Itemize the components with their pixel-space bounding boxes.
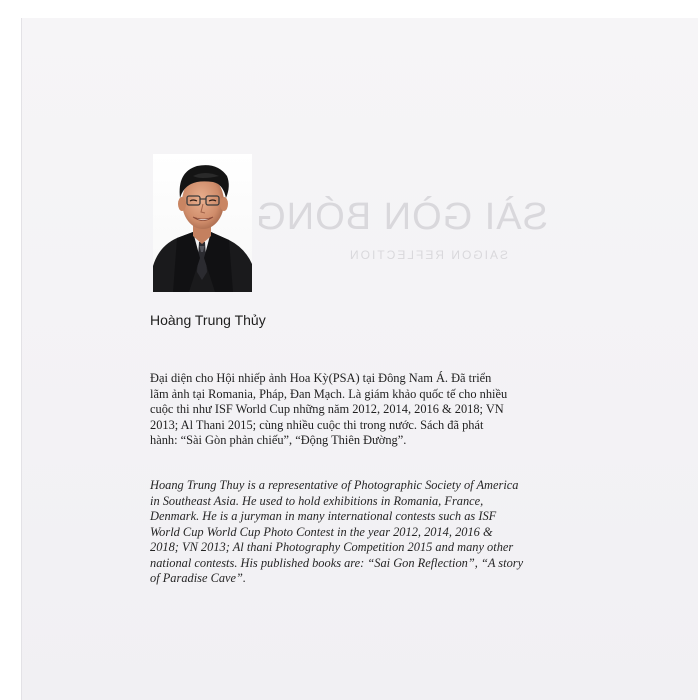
bio-vi-line: lãm ảnh tại Romania, Pháp, Đan Mạch. Là giám khảo quốc tế cho nhiều: [150, 386, 508, 401]
portrait-photo-icon: [153, 154, 252, 292]
bio-vi-line: cuộc thi như ISF World Cup những năm 2012, 2014, 2016 & 2018; VN: [150, 402, 504, 416]
show-through-title: [255, 196, 548, 316]
author-name: Hoàng Trung Thủy: [150, 312, 266, 328]
bio-en-line: World Cup World Cup Photo Contest in the year 2012, 2014, 2016 &: [150, 524, 493, 539]
bio-vietnamese: [150, 371, 530, 449]
show-through-title-text: SÀI GÒN BÓNG: [255, 196, 548, 238]
bio-english: [150, 478, 530, 587]
bio-en-line: Denmark. He is a juryman in many international contests such as ISF: [150, 509, 497, 523]
author-portrait: [153, 154, 252, 292]
show-through-subtitle-text: SAIGON REFLECTION: [347, 248, 508, 262]
bio-en-line: national contests. His published books are: “Sai Gon Reflection”, “A story: [150, 555, 524, 570]
bio-en-line: Hoang Trung Thuy is a representative of Photographic Society of America: [150, 478, 519, 492]
bio-vi-line: 2013; Al Thani 2015; cùng nhiều cuộc thi trong nước. Sách đã phát: [150, 417, 484, 432]
bio-en-line: 2018; VN 2013; Al thani Photography Competition 2015 and many other: [150, 540, 514, 554]
bio-en-line: in Southeast Asia. He used to hold exhibitions in Romania, France,: [150, 493, 484, 508]
bio-en-line: of Paradise Cave”.: [150, 571, 247, 585]
book-page: [22, 18, 698, 700]
bio-vi-line: hành: “Sài Gòn phản chiếu”, “Động Thiên Đường”.: [150, 433, 407, 447]
bio-vi-line: Đại diện cho Hội nhiếp ảnh Hoa Kỳ(PSA) tại Đông Nam Á. Đã triển: [150, 371, 492, 385]
